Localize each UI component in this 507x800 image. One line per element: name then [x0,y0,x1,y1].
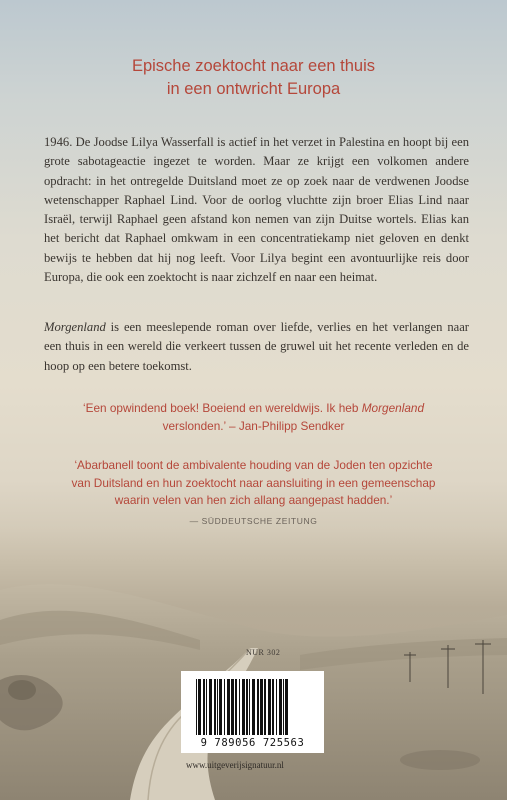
barcode-bar [283,679,284,735]
isbn-barcode [181,671,324,753]
quote-2-line-3: waarin velen van hen zich allang aangepast hadden.’ [114,493,393,507]
barcode-bar [196,679,197,735]
barcode-bar [219,679,222,735]
isbn-number: 9 789056 725563 [200,737,305,749]
barcode-bar [227,679,230,735]
barcode-bar [198,679,201,735]
publisher-website: www.uitgeverijsignatuur.nl [186,760,284,770]
barcode-bar [246,679,248,735]
nur-code: NUR 302 [246,648,281,657]
barcode-bar [231,679,234,735]
barcode-bar [260,679,263,735]
review-quote-1 [40,400,467,435]
synopsis-paragraph-1: 1946. De Joodse Lilya Wasserfall is actief in het verzet in Palestina en hoopt bij een grote sabotageactie ingezet te worden. Maar ze krijgt een volkomen andere opdracht: in het ontregelde Duitsland moet ze op zoek naar de verdwenen Joodse wetenschapper Raphael Lind. Voor de oorlog vluchtte zijn broer Elias Lind naar Israël, terwijl Raphael geen afstand kon nemen van zijn Duitse wortels. Elias kan het bericht dat Raphael omkwam in een concentratiekamp niet geloven en denkt bewijs te hebben dat hij nog leeft. Voor Lilya begint een avontuurlijke reis door Europa, die ook een zoektocht is naar zichzelf en naar een heimat. [44,135,469,285]
barcode-bar [249,679,250,735]
book-title-italic: Morgenland [44,320,106,334]
barcode-bars [195,679,309,735]
barcode-bar [242,679,245,735]
barcode-bar [235,679,237,735]
barcode-bar [285,679,288,735]
barcode-bar [272,679,274,735]
barcode-bar [257,679,259,735]
barcode-bar [252,679,255,735]
barcode-bar [203,679,205,735]
barcode-bar [264,679,266,735]
review-quote-2 [40,457,467,530]
barcode-bar [239,679,240,735]
quote-2-line-2: van Duitsland en hun zoektocht naar aansluiting in een gemeenschap [71,475,436,490]
quote-1-line-2: verslonden.’ – Jan-Philipp Sendker [162,418,345,433]
headline [20,55,487,101]
barcode-bar [209,679,212,735]
barcode-bar [268,679,271,735]
quote-2-attribution: — SÜDDEUTSCHE ZEITUNG [189,515,318,526]
headline-line-1: Epische zoektocht naar een thuis [131,57,376,75]
barcode-bar [224,679,225,735]
headline-line-2: in een ontwricht Europa [166,80,341,98]
quote-1-text: ‘Een opwindend boek! Boeiend en wereldwijs. Ik heb [82,401,362,415]
quote-1-line-1 [40,400,467,418]
quote-2-line-1: ‘Abarbanell toont de ambivalente houding van de Joden ten opzichte [74,458,433,472]
barcode-bar [276,679,277,735]
quote-1-title: Morgenland [361,401,425,415]
synopsis-paragraph-2 [44,318,469,376]
synopsis-paragraph-2-text: is een meeslepende roman over liefde, verlies en het verlangen naar een thuis in een wereld die verkeert tussen de gruwel uit het recente verleden en de hoop op een betere toekomst. [44,320,469,373]
barcode-bar [206,679,207,735]
barcode-bar [217,679,218,735]
barcode-bar [279,679,282,735]
barcode-bar [214,679,216,735]
